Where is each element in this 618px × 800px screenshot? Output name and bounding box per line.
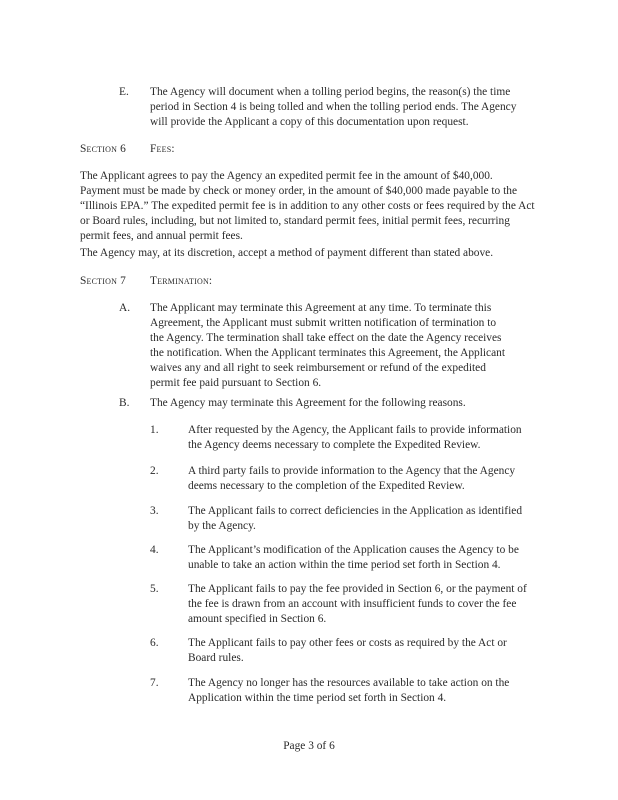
reason-2-text: A third party fails to provide information to the Agency that the Agency deems necessary to the completion of the Expedited Review. xyxy=(188,465,516,492)
item-e-label: E. xyxy=(119,86,129,98)
item-a-label: A. xyxy=(119,302,131,314)
reason-3-label: 3. xyxy=(150,505,159,517)
reason-6-label: 6. xyxy=(150,637,159,649)
reason-5-text: The Applicant fails to pay the fee provided in Section 6, or the payment of the fee is drawn from an account with insufficient funds to cover the fee amount specified in Section 6. xyxy=(188,583,527,625)
reason-6-text: The Applicant fails to pay other fees or costs as required by the Act or Board rules. xyxy=(188,637,507,664)
reason-7-label: 7. xyxy=(150,677,159,689)
section-7-title: Termination: xyxy=(150,275,213,287)
section-6-label: Section 6 xyxy=(80,143,127,155)
reason-4-label: 4. xyxy=(150,544,159,556)
page-number: Page 3 of 6 xyxy=(283,740,335,752)
fees-paragraph: The Applicant agrees to pay the Agency an expedited permit fee in the amount of $40,000. Payment must be made by check or money order, in the amount of $40,000 made payable to the “Illinois EPA.” The expedited permit fee is in addition to any other costs or fees required by the Act or Board rules, including, but not limited to, standard permit fees, initial permit fees, recurring permit fees, and annual permit fees. xyxy=(80,170,535,242)
item-a-text: The Applicant may terminate this Agreement at any time. To terminate this Agreement, the Applicant must submit written notification of termination to the Agency. The termination shall take effect on the date the Agency receives the notification. When the Applicant terminates this Agreement, the Applicant waives any and all right to seek reimbursement or refund of the expedited permit fee paid pursuant to Section 6. xyxy=(150,302,506,389)
reason-1-label: 1. xyxy=(150,424,159,436)
reason-3-text: The Applicant fails to correct deficiencies in the Application as identified by the Agency. xyxy=(188,505,523,532)
item-e-text: The Agency will document when a tolling period begins, the reason(s) the time period in Section 4 is being tolled and when the tolling period ends. The Agency will provide the Applicant a copy of this documentation upon request. xyxy=(150,86,517,128)
item-b-text: The Agency may terminate this Agreement for the following reasons. xyxy=(150,397,466,409)
reason-4-text: The Applicant’s modification of the Application causes the Agency to be unable to take an action within the time period set forth in Section 4. xyxy=(188,544,519,571)
reason-5-label: 5. xyxy=(150,583,159,595)
item-b-label: B. xyxy=(119,397,130,409)
reason-2-label: 2. xyxy=(150,465,159,477)
section-6-title: Fees: xyxy=(150,143,175,155)
section-7-label: Section 7 xyxy=(80,275,127,287)
reason-1-text: After requested by the Agency, the Applicant fails to provide information the Agency deems necessary to complete the Expedited Review. xyxy=(188,424,522,451)
payment-method-paragraph: The Agency may, at its discretion, accept a method of payment different than stated above. xyxy=(80,247,494,259)
reason-7-text: The Agency no longer has the resources available to take action on the Application within the time period set forth in Section 4. xyxy=(188,677,510,704)
